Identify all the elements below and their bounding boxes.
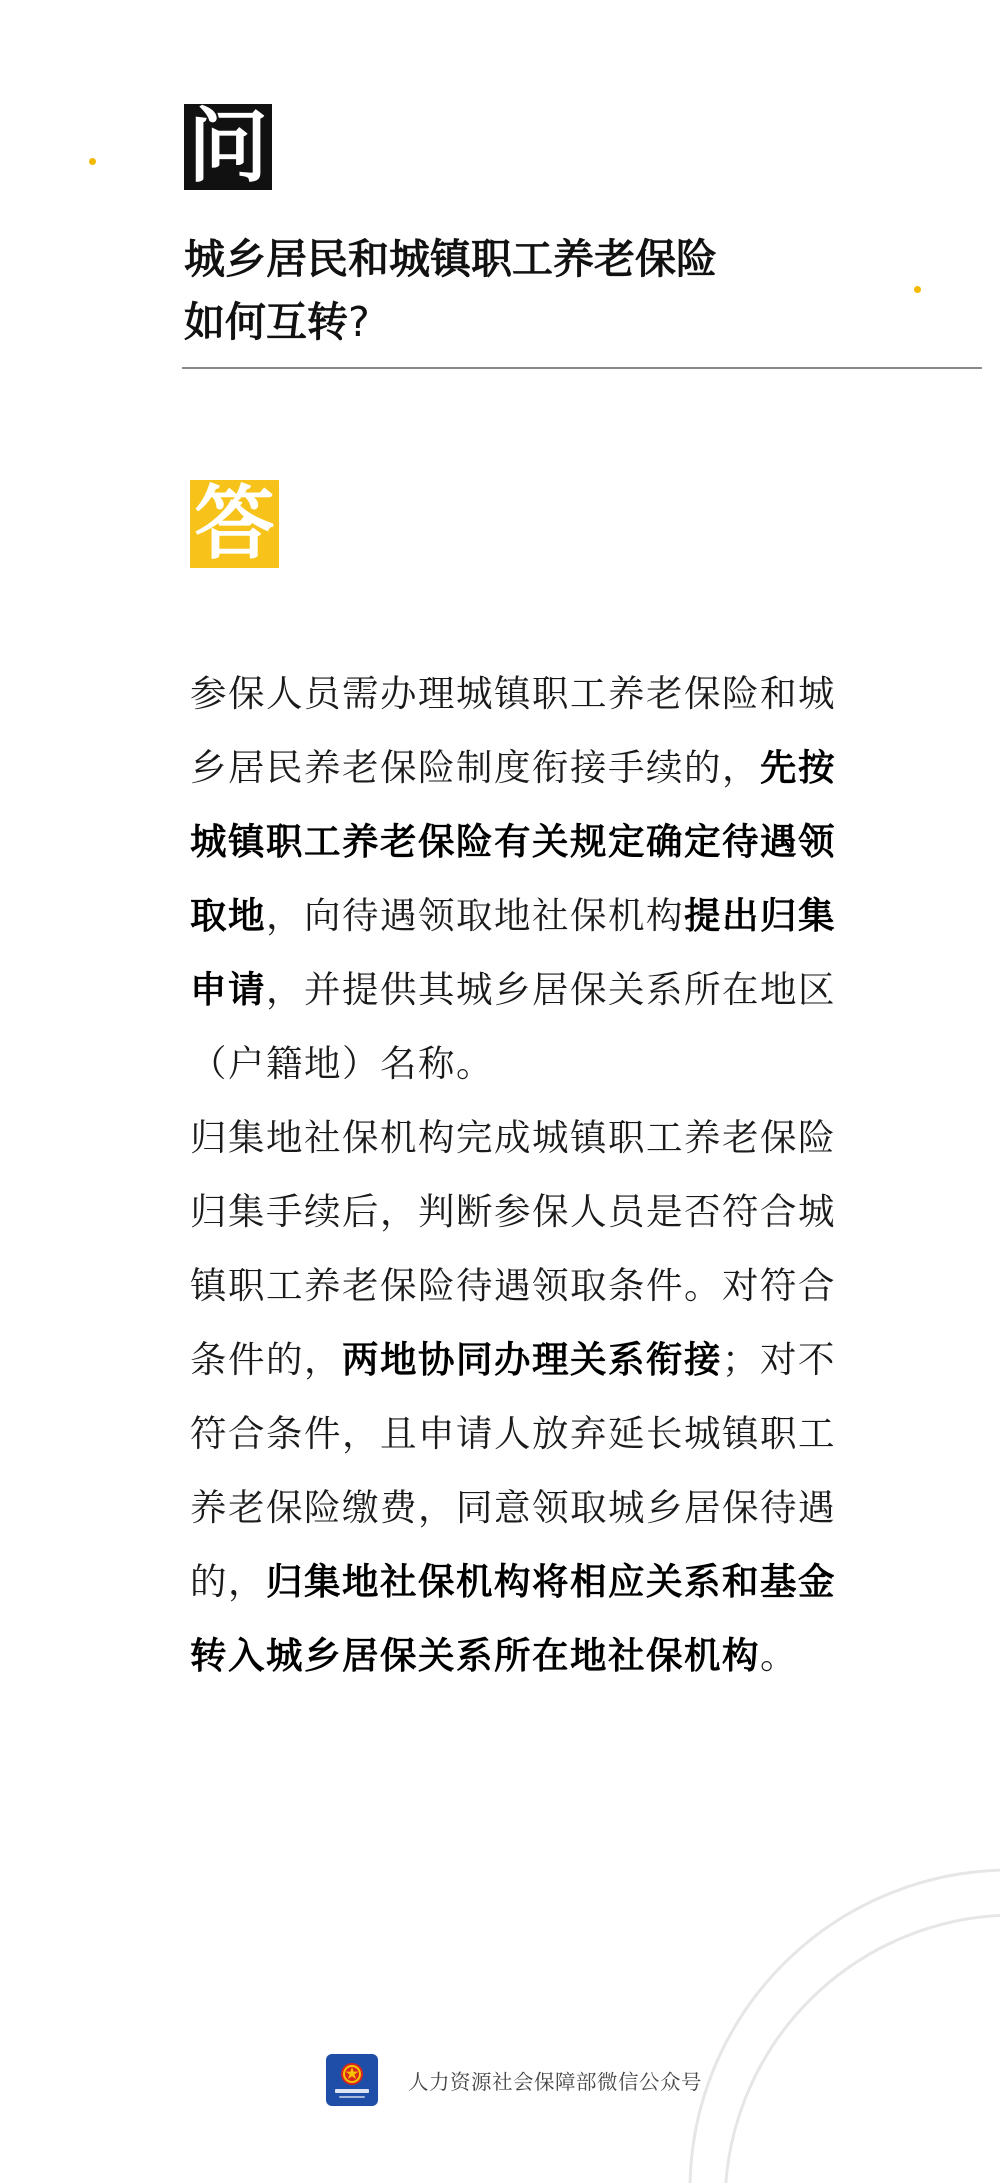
footer (326, 2054, 702, 2106)
answer-text: 。 (760, 1634, 798, 1677)
answer-body (190, 657, 850, 1693)
answer-paragraph (190, 657, 850, 1101)
divider-line (182, 367, 982, 369)
answer-text-bold: 先按城镇职工养老保险有关规定确定待遇领取地 (190, 746, 836, 937)
answer-badge: 答 (190, 480, 279, 568)
decorative-circles (680, 1860, 1000, 2183)
answer-text: ，并提供其城乡居保关系所在地区（户籍地）名称。 (190, 968, 836, 1085)
account-name: 人力资源社会保障部微信公众号 (408, 2070, 702, 2094)
answer-text: ，向待遇领取地社保机构 (266, 894, 684, 937)
decorative-dot-left (89, 158, 96, 165)
question-mark: ? (348, 298, 370, 346)
answer-text-bold: 提出归集申请 (190, 894, 836, 1011)
answer-text: ；对不符合条件，且申请人放弃延长城镇职工养老保险缴费，同意领取城乡居保待遇的， (190, 1338, 836, 1603)
answer-text-bold: 归集地社保机构将相应关系和基金转入城乡居保关系所在地社保机构 (190, 1560, 836, 1677)
answer-text: 参保人员需办理城镇职工养老保险和城乡居民养老保险制度衔接手续的， (190, 672, 836, 789)
answer-text-bold: 两地协同办理关系衔接 (342, 1338, 722, 1381)
question-badge: 问 (184, 104, 272, 190)
question-line-2-text: 如何互转 (184, 298, 348, 346)
answer-paragraph (190, 1101, 850, 1693)
question-line-2 (184, 291, 784, 354)
question-line-1: 城乡居民和城镇职工养老保险 (184, 235, 717, 283)
answer-text: 归集地社保机构完成城镇职工养老保险归集手续后，判断参保人员是否符合城镇职工养老保险待遇领取条件。对符合条件的， (190, 1116, 836, 1381)
question-title (184, 228, 784, 354)
decorative-dot-right (914, 286, 921, 293)
national-emblem-icon (326, 2054, 378, 2106)
